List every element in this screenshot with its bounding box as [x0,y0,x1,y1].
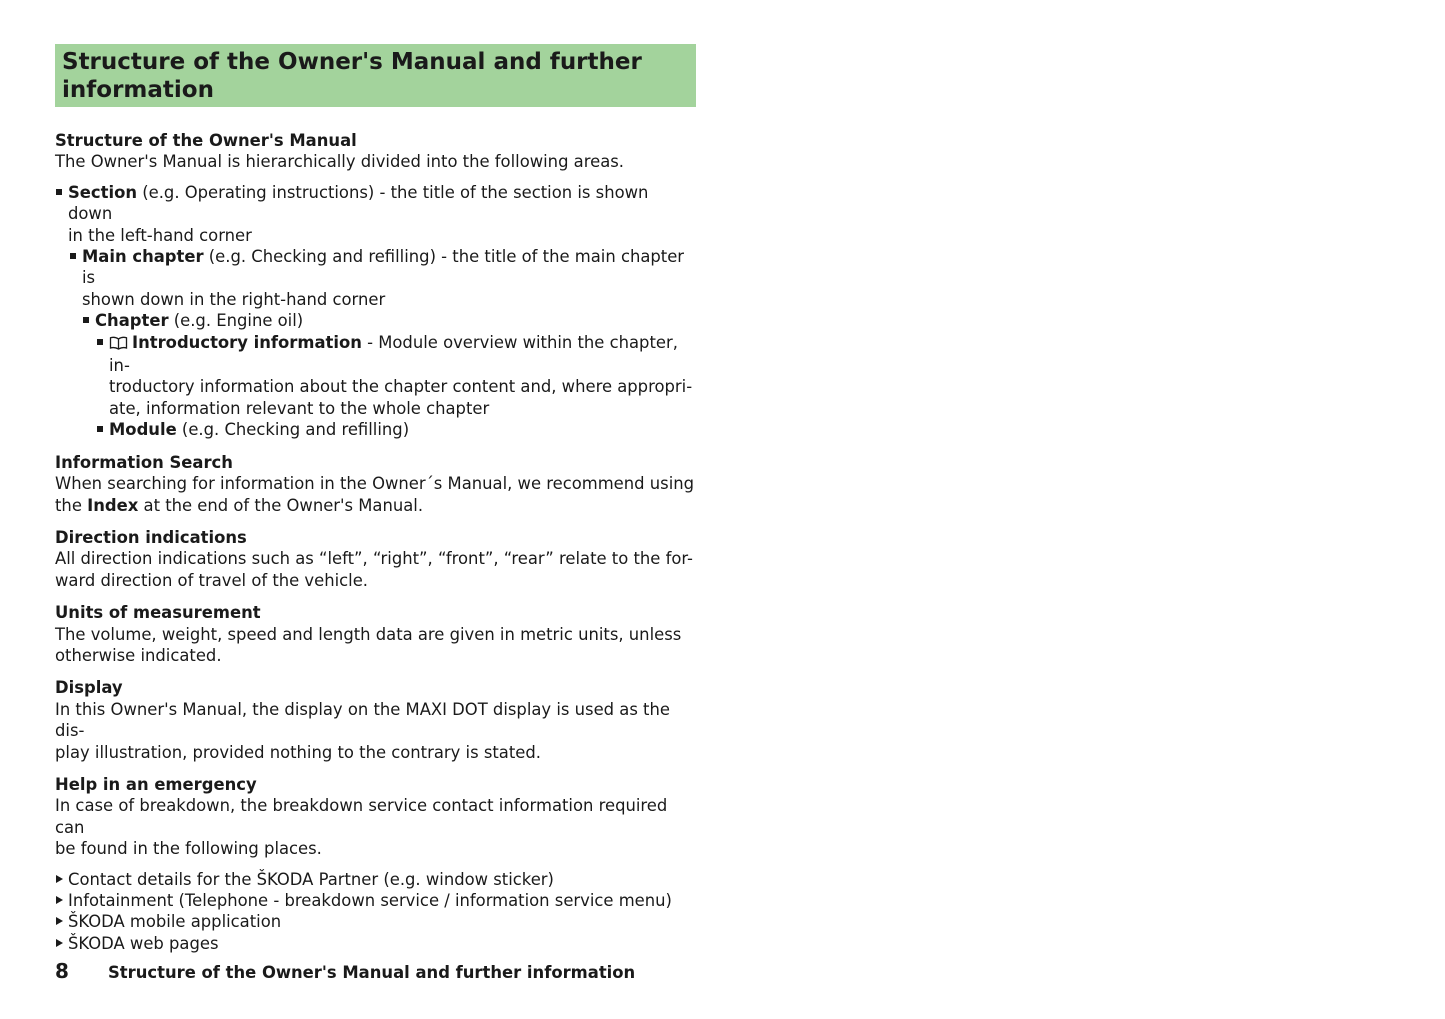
list-item [55,933,696,954]
bullet-square-icon [70,253,76,259]
page-title-line: information [62,77,214,103]
list-item [55,890,696,911]
footer-title: Structure of the Owner's Manual and further information [108,963,636,982]
section-text [55,548,696,591]
item-term: Introductory information [132,332,362,352]
text-line: In case of breakdown, the breakdown service contact information required can [55,796,668,837]
item-text: (e.g. Engine oil) [168,311,304,331]
item-term: Chapter [95,311,169,331]
triangle-bullet-icon [56,875,63,883]
bullet-square-icon [97,426,103,432]
page-number: 8 [55,959,69,983]
text-line [55,495,696,516]
list-item [55,246,696,310]
item-text: ŠKODA mobile application [68,912,282,932]
section-information-search [55,452,696,516]
list-item [55,869,696,890]
text-line: All direction indications such as “left”, “right”, “front”, “rear” relate to the for- [55,549,693,569]
list-item [55,911,696,932]
section-heading: Information Search [55,452,233,472]
item-text: - Module overview within the chapter, in- [109,332,678,376]
list-item [55,182,696,246]
item-text: (e.g. Operating instructions) - the title of the section is shown down [68,182,649,224]
text-line: The volume, weight, speed and length data are given in metric units, unless [55,624,682,644]
section-heading: Display [55,678,123,698]
section-heading: Help in an emergency [55,774,257,794]
text-line: be found in the following places. [55,839,322,859]
section-direction-indications [55,527,696,591]
section-heading: Units of measurement [55,603,261,623]
text-line: In this Owner's Manual, the display on the MAXI DOT display is used as the dis- [55,699,670,741]
hierarchy-list [55,182,696,441]
section-heading: Direction indications [55,527,247,547]
list-item [55,419,696,440]
page-column [55,44,696,965]
text-line: ward direction of travel of the vehicle. [55,570,369,590]
index-term: Index [87,495,139,515]
list-item [55,310,696,331]
text-fragment: the [55,495,88,515]
item-text: Contact details for the ŠKODA Partner (e.g. window sticker) [68,869,554,889]
item-text: (e.g. Checking and refilling) [176,420,410,440]
section-text [55,473,696,516]
item-text: shown down in the right-hand corner [82,289,386,309]
item-text: troductory information about the chapter content and, where appropri- [109,377,693,397]
triangle-bullet-icon [56,917,63,925]
section-text [55,624,696,667]
text-line: play illustration, provided nothing to the contrary is stated. [55,742,541,762]
list-item [55,332,696,420]
section-intro: The Owner's Manual is hierarchically divided into the following areas. [55,152,624,172]
item-text: in the left-hand corner [68,225,252,245]
bullet-square-icon [97,339,103,345]
section-text [55,699,696,763]
section-text [55,795,696,859]
section-units [55,602,696,666]
book-icon [109,334,128,355]
item-text: Infotainment (Telephone - breakdown service / information service menu) [68,891,672,910]
item-term: Module [109,420,177,440]
item-text: ŠKODA web pages [68,933,219,953]
item-term: Main chapter [82,247,204,267]
text-line: When searching for information in the Owner´s Manual, we recommend using [55,474,695,494]
item-term: Section [68,182,138,202]
item-text: (e.g. Checking and refilling) - the title of the main chapter is [82,247,685,288]
page-title-line: Structure of the Owner's Manual and further [62,49,642,75]
section-structure [55,130,696,441]
text-line: otherwise indicated. [55,645,222,665]
content [55,130,696,954]
section-display [55,677,696,763]
bullet-square-icon [56,189,62,195]
triangle-bullet-icon [56,939,63,947]
section-heading: Structure of the Owner's Manual [55,131,357,150]
page-title [55,44,696,107]
item-text: ate, information relevant to the whole chapter [109,398,490,418]
bullet-square-icon [83,317,89,323]
emergency-list [55,869,696,955]
section-help-emergency [55,774,696,954]
triangle-bullet-icon [56,896,63,904]
text-fragment: at the end of the Owner's Manual. [138,495,424,515]
